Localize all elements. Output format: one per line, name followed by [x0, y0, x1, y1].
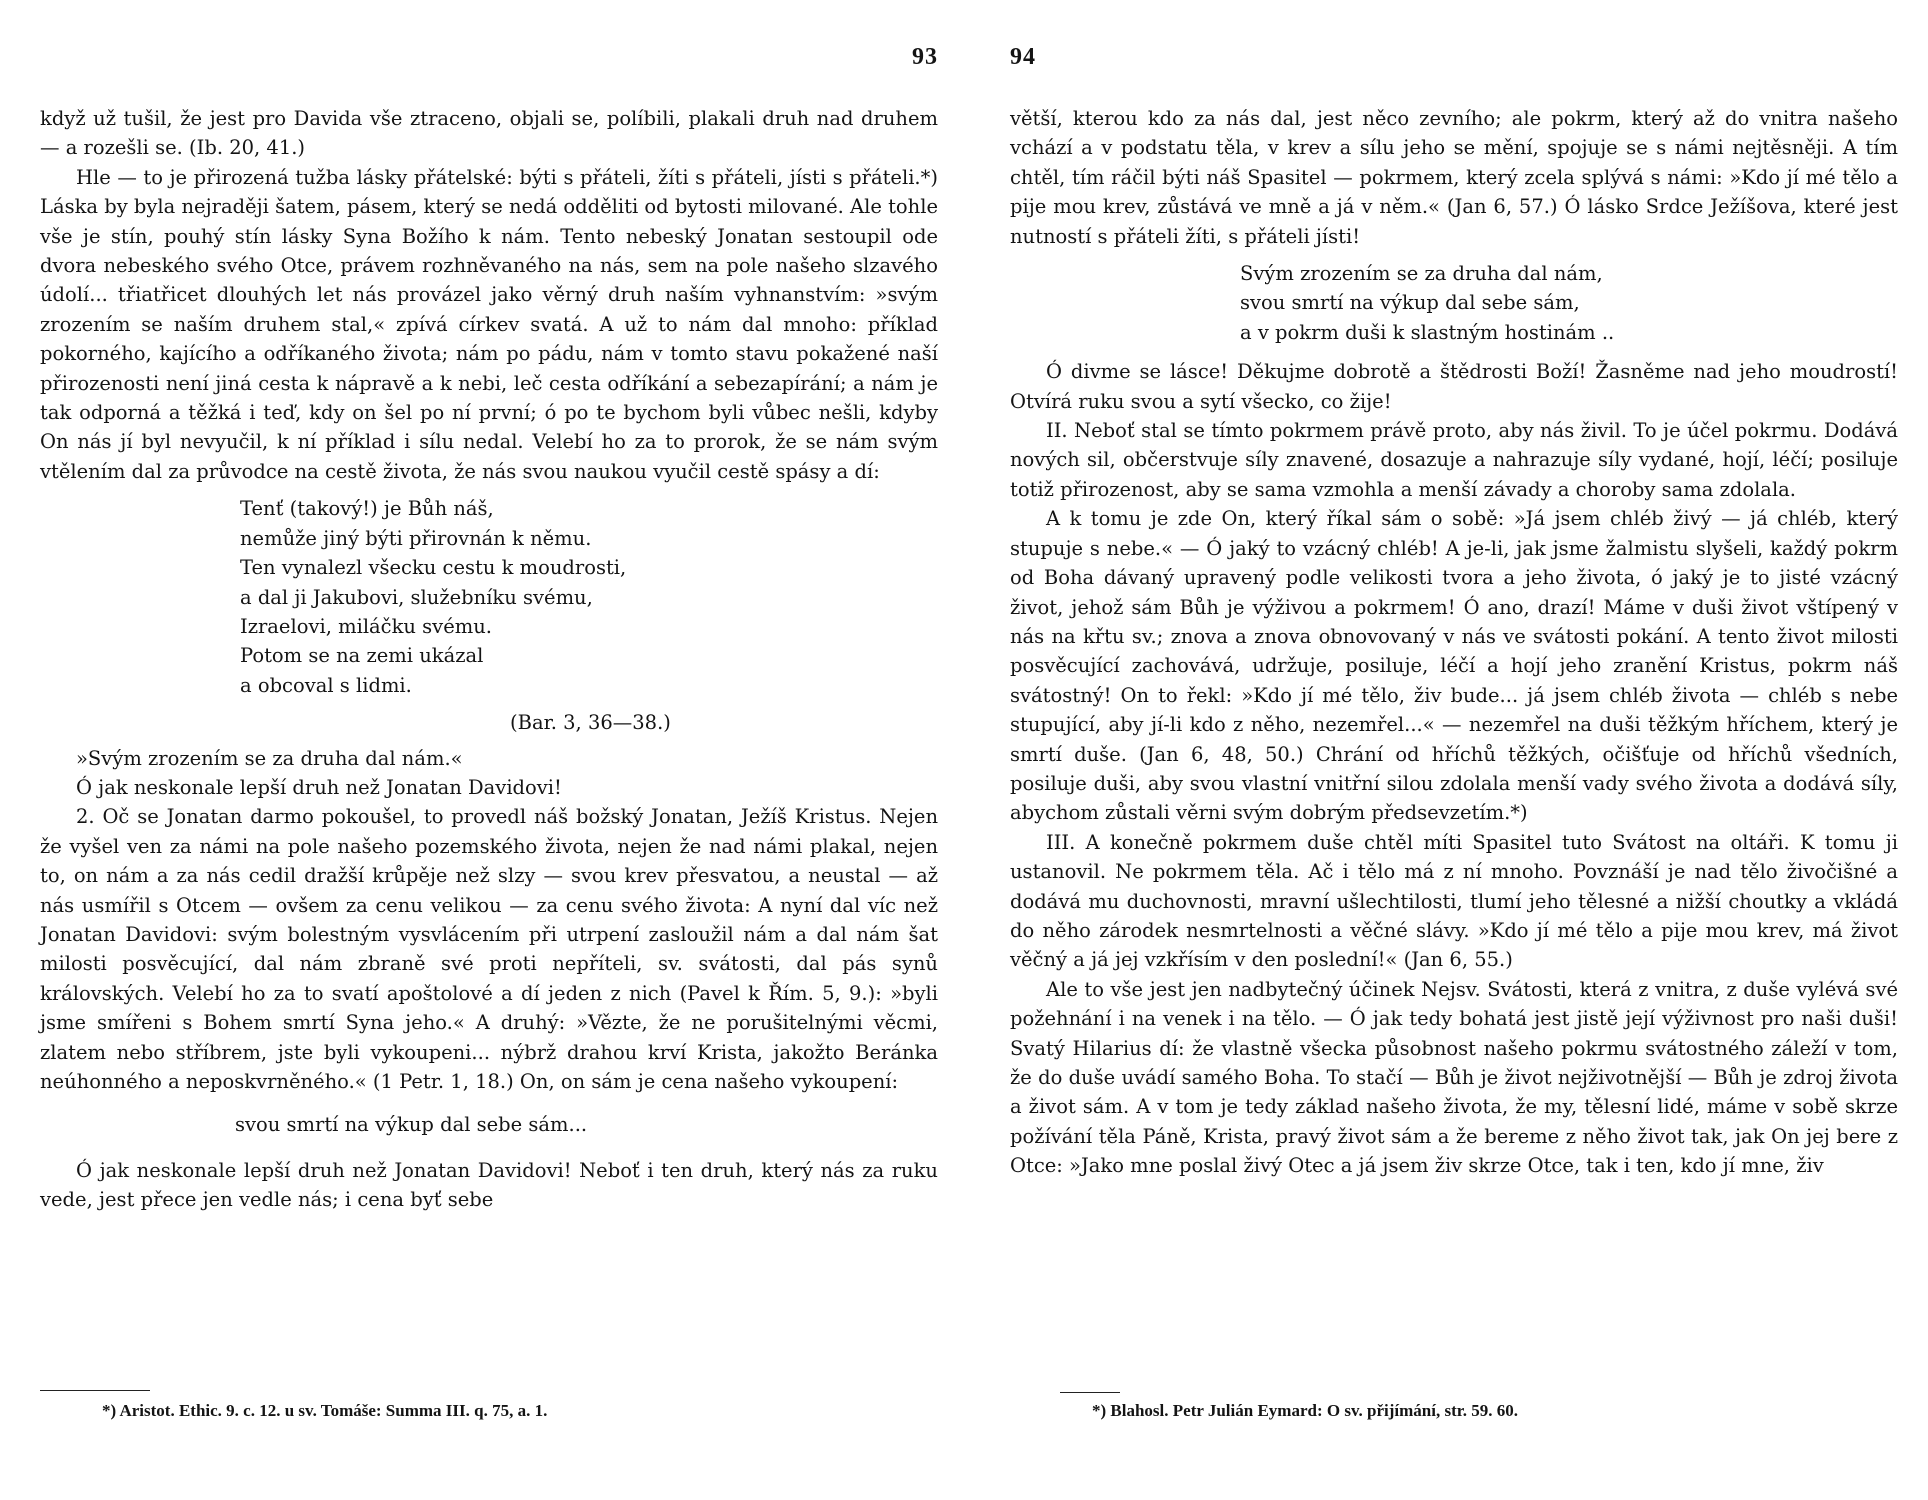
verse-line: Ten vynalezl všecku cestu k moudrosti, — [240, 556, 627, 580]
footnote-rule — [40, 1390, 150, 1391]
verse-line: Potom se na zemi ukázal — [240, 644, 484, 668]
paragraph: Ó jak neskonale lepší druh než Jonatan Davidovi! Neboť i ten druh, který nás za ruku vede, jest přece jen vedle nás; i cena byť sebe — [40, 1158, 938, 1212]
paragraph: větší, kterou kdo za nás dal, jest něco zevního; ale pokrm, který až do vnitra našeho vchází a v podstatu těla, v krev a sílu jeho se mění, spojuje se s námi nejtěsněji. A tím chtěl, tím ráčil býti náš Spasitel — pokrmem, který zcela splývá s námi: »Kdo jí mé tělo a pije mou krev, zůstává ve mně a já v něm.« (Jan 6, 57.) Ó lásko Srdce Ježíšova, které jest nutností s přáteli žíti, s přáteli jísti! — [1010, 107, 1898, 248]
verse-line: Svým zrozením se za druha dal nám, — [1240, 262, 1603, 286]
left-page — [40, 0, 938, 1500]
verse-line: nemůže jiný býti přirovnán k němu. — [240, 526, 592, 550]
footnote-rule — [1060, 1392, 1120, 1393]
paragraph: 2. Oč se Jonatan darmo pokoušel, to provedl náš božský Jonatan, Ježíš Kristus. Nejen že vyšel ven za námi na pole našeho pozemského života, nejen že nad námi plakal, nejen to, on nám a za nás cedil dražší krůpěje než slzy — svou krev přesvatou, a neustal — až nás usmířil s Otcem — ovšem za cenu velikou — za cenu svého života: A nyní dal víc než Jonatan Davidovi: svým bolestným vysvlácením při utrpení zasloužil nám a dal nám šat milosti posvěcující, dal nám zbraně své proti nepříteli, sv. svátosti, dal pás synů královských. Velebí ho za to svatí apoštolové a dí jeden z nich (Pavel k Řím. 5, 9.): »byli jsme smířeni s Bohem smrtí Syna jeho.« A druhý: »Vězte, že ne porušitelnými věcmi, zlatem nebo stříbrem, jste byli vykoupeni... nýbrž drahou krví Krista, jakožto Beránka neúhonného a neposkvrněného.« (1 Petr. 1, 18.) On, on sám je cena našeho vykoupení: — [40, 805, 938, 1093]
paragraph: »Svým zrozením se za druha dal nám.« — [76, 746, 463, 770]
verse-line: Tenť (takový!) je Bůh náš, — [240, 497, 494, 521]
verse-line: a obcoval s lidmi. — [240, 673, 412, 697]
paragraph: Ó divme se lásce! Děkujme dobrotě a štědrosti Boží! Žasněme nad jeho moudrostí! Otvírá ruku svou a sytí všecko, co žije! — [1010, 360, 1898, 413]
verse-line: Izraelovi, miláčku svému. — [240, 614, 492, 638]
verse-citation: (Bar. 3, 36—38.) — [510, 711, 671, 735]
quoted-line: svou smrtí na výkup dal sebe sám... — [235, 1113, 588, 1137]
paragraph: Hle — to je přirozená tužba lásky přátelské: býti s přáteli, žíti s přáteli, jísti s přáteli.*) Láska by byla nejraději šatem, pásem, který se nedá odděliti od bytosti milované. Ale tohle vše je stín, pouhý stín lásky Syna Božího k nám. Tento nebeský Jonatan sestoupil ode dvora nebeského svého Otce, právem rozhněvaného na nás, sem na pole našeho slzavého údolí... třiatřicet dlouhých let nás provázel jako věrný druh naším vyhnanstvím: »svým zrozením se naším druhem stal,« zpívá církev svatá. A už to nám dal mnoho: příklad pokorného, kajícího a odříkaného života; nám po pádu, nám v tomto stavu pokažené naší přirozenosti není jiná cesta k nápravě a k nebi, leč cesta odříkání a sebezapírání; a nám je tak odporná a těžká i teď, kdy on šel po ní první; ó po te bychom byli vůbec nešli, kdyby On nás jí byl nevyučil, k ní příklad i sílu nedal. Velebí ho za to prorok, že se nám svým vtělením dal za průvodce na cestě života, že nás svou naukou vyučil cestě spásy a dí: — [40, 165, 938, 483]
page-body — [40, 104, 938, 1215]
footnote: *) Aristot. Ethic. 9. c. 12. u sv. Tomáše: Summa III. q. 75, a. 1. — [102, 1401, 548, 1420]
footnote: *) Blahosl. Petr Julián Eymard: O sv. přijímání, str. 59. 60. — [1092, 1401, 1518, 1420]
right-page — [1010, 0, 1898, 1500]
page-body — [1010, 104, 1898, 1181]
page-number: 93 — [912, 44, 938, 70]
verse-block — [1240, 259, 1898, 347]
paragraph: když už tušil, že jest pro Davida vše ztraceno, objali se, políbili, plakali druh nad druhem — a rozešli se. (Ib. 20, 41.) — [40, 107, 938, 160]
paragraph: A k tomu je zde On, který říkal sám o sobě: »Já jsem chléb živý — já chléb, který stupuje s nebe.« — Ó jaký to vzácný chléb! A je-li, jak jsme žalmistu slyšeli, každý pokrm od Boha dávaný upravený podle velikosti tvora a jeho života, ó jaký je to jisté vzácný život, jehož sám Bůh je výživou a pokrmem! Ó ano, drazí! Máme v duši život vštípený v nás na křtu sv.; znova a znova obnovovaný v nás ve svátosti pokání. A tento život milosti posvěcující zachovává, udržuje, posiluje, léčí a hojí jeho zranění Kristus, pokrm náš svátostný! On to řekl: »Kdo jí mé tělo, živ bude... já jsem chléb života — chléb s nebe stupující, aby jí-li kdo z něho, nezemřel...« — nezemřel na duši těžkým hříchem, který je smrtí duše. (Jan 6, 48, 50.) Chrání od hříchů těžkých, očišťuje od hříchů všedních, posiluje duši, aby svou vlastní vnitřní silou zdolala menší vady svého života a dodává síly, abychom zůstali věrni svým dobrým předsevzetím.*) — [1010, 507, 1898, 825]
paragraph: III. A konečně pokrmem duše chtěl míti Spasitel tuto Svátost na oltáři. K tomu ji ustanovil. Ne pokrmem těla. Ač i tělo má z ní mnoho. Povznáší je nad tělo živočišné a dodává mu duchovnosti, mravní ušlechtilosti, tlumí jeho tělesné a nižší choutky a vkládá do něho zárodek nesmrtelnosti a věčné slávy. »Kdo jí mé tělo a pije mou krev, má život věčný a já jej vzkřísím v den poslední!« (Jan 6, 55.) — [1010, 830, 1898, 972]
verse-line: svou smrtí na výkup dal sebe sám, — [1240, 291, 1580, 315]
paragraph: II. Neboť stal se tímto pokrmem právě proto, aby nás živil. To je účel pokrmu. Dodává nových sil, občerstvuje síly znavené, dosazuje a nahrazuje síly vydané, hojí, léčí; posiluje totiž přirozenost, aby se sama vzmohla a menší závady a choroby sama zdolala. — [1010, 419, 1898, 501]
verse-block — [240, 494, 938, 700]
verse-line: a dal ji Jakubovi, služebníku svému, — [240, 585, 593, 609]
verse-line: a v pokrm duši k slastným hostinám .. — [1240, 320, 1615, 344]
paragraph: Ó jak neskonale lepší druh než Jonatan Davidovi! — [76, 775, 562, 799]
paragraph: Ale to vše jest jen nadbytečný účinek Nejsv. Svátosti, která z vnitra, z duše vylévá své požehnání i na venek i na tělo. — Ó jak tedy bohatá jest jistě její výživnost pro naši duši! Svatý Hilarius dí: že vlastně všecka působnost našeho pokrmu svátostného záleží v tom, že do duše uvádí samého Boha. To stačí — Bůh je život nejživotnější — Bůh je zdroj života a život sám. A v tom je tedy základ našeho života, že my, tělesní lidé, máme v sobě skrze požívání těla Páně, Krista, pravý život sám a že bereme z něho život tak, jak On jej bere z Otce: »Jako mne poslal živý Otec a já jsem živ skrze Otce, tak i ten, kdo jí mne, živ — [1010, 977, 1898, 1178]
page-number: 94 — [1010, 44, 1036, 70]
